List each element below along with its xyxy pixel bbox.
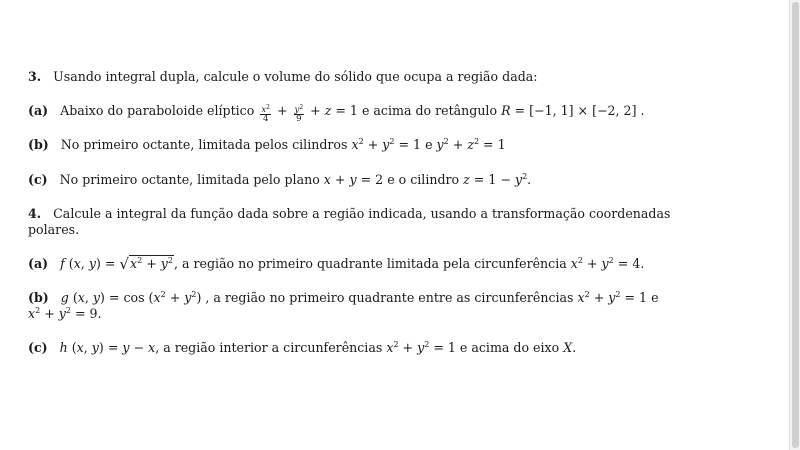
q4-header <box>28 206 776 222</box>
q3-a-math: $\frac{x^2}{4}$ + $\frac{y^2}{9}$ + z = 1 <box>261 103 362 124</box>
q3-b-text: No primeiro octante, limitada pelos cilindros <box>60 137 348 152</box>
q4-c-text: , a região interior a circunferências <box>155 340 383 355</box>
q3-b-math2: $y^2 + z^2 = 1$ <box>436 137 506 152</box>
q3-a-math2: R = [−1, 1] × [−2, 2] . <box>501 103 645 118</box>
q4-item-b <box>28 290 776 306</box>
q4-c-text2: e acima do eixo <box>459 340 560 355</box>
q4-c-math3: X. <box>563 340 577 355</box>
q4-item-a <box>28 256 776 272</box>
q3-c-math: x + y = 2 <box>323 172 384 187</box>
q4-c-math2: $x^2 + y^2 = 1$ <box>386 340 456 355</box>
q4-b-text: , a região no primeiro quadrante entre as circunferências <box>205 290 574 305</box>
q3-number: 3. <box>28 69 42 84</box>
q3-header <box>28 69 776 85</box>
scrollbar-thumb[interactable] <box>792 2 799 448</box>
q3-b-conj: e <box>425 137 433 152</box>
q4-item-c <box>28 340 776 356</box>
q3-c-text: No primeiro octante, limitada pelo plano <box>59 172 320 187</box>
q4-a-math2: $x^2 + y^2 = 4$. <box>570 256 645 271</box>
q3-c-conj: e o cilindro <box>387 172 460 187</box>
q4-b-math: g (x, $y) = \cos (x^2 + y^2)$ <box>60 290 206 305</box>
q3-c-label: (c) <box>28 172 48 187</box>
q3-prompt: Usando integral dupla, calcule o volume do sólido que ocupa a região dada: <box>53 69 538 84</box>
q3-a-text2: e acima do retângulo <box>361 103 498 118</box>
q4-b-math3: $x^2 + y^2 = 9$. <box>28 306 102 321</box>
q4-prompt: Calcule a integral da função dada sobre a região indicada, usando a transformação coordenadas <box>53 206 671 221</box>
q3-item-a <box>28 103 776 123</box>
q3-item-c <box>28 172 776 188</box>
q4-item-b-cont <box>28 306 776 322</box>
q3-a-label: (a) <box>28 103 49 118</box>
q4-b-label: (b) <box>28 290 49 305</box>
q3-b-math: $x^2 + y^2 = 1$ <box>351 137 422 152</box>
q4-a-text: , a região no primeiro quadrante limitada pela circunferência <box>173 256 567 271</box>
q4-a-math: f (x, $y) = √x^2 + y^2$ <box>60 255 173 273</box>
q3-a-text: Abaixo do paraboloide elíptico <box>60 103 255 118</box>
q3-c-math2: $z = 1 - y^2$. <box>463 172 532 187</box>
q4-a-label: (a) <box>28 256 49 271</box>
q4-b-conj: e <box>651 290 659 305</box>
q3-item-b <box>28 137 776 153</box>
q4-c-math: h (x, y) = y − x <box>59 340 156 355</box>
q4-header-cont <box>28 222 776 238</box>
q4-number: 4. <box>28 206 42 221</box>
vertical-scrollbar[interactable] <box>789 0 800 450</box>
q4-prompt-2: polares. <box>28 222 80 237</box>
q4-b-math2: $x^2 + y^2 = 1$ <box>577 290 648 305</box>
q3-b-label: (b) <box>28 137 49 152</box>
q4-c-label: (c) <box>28 340 48 355</box>
